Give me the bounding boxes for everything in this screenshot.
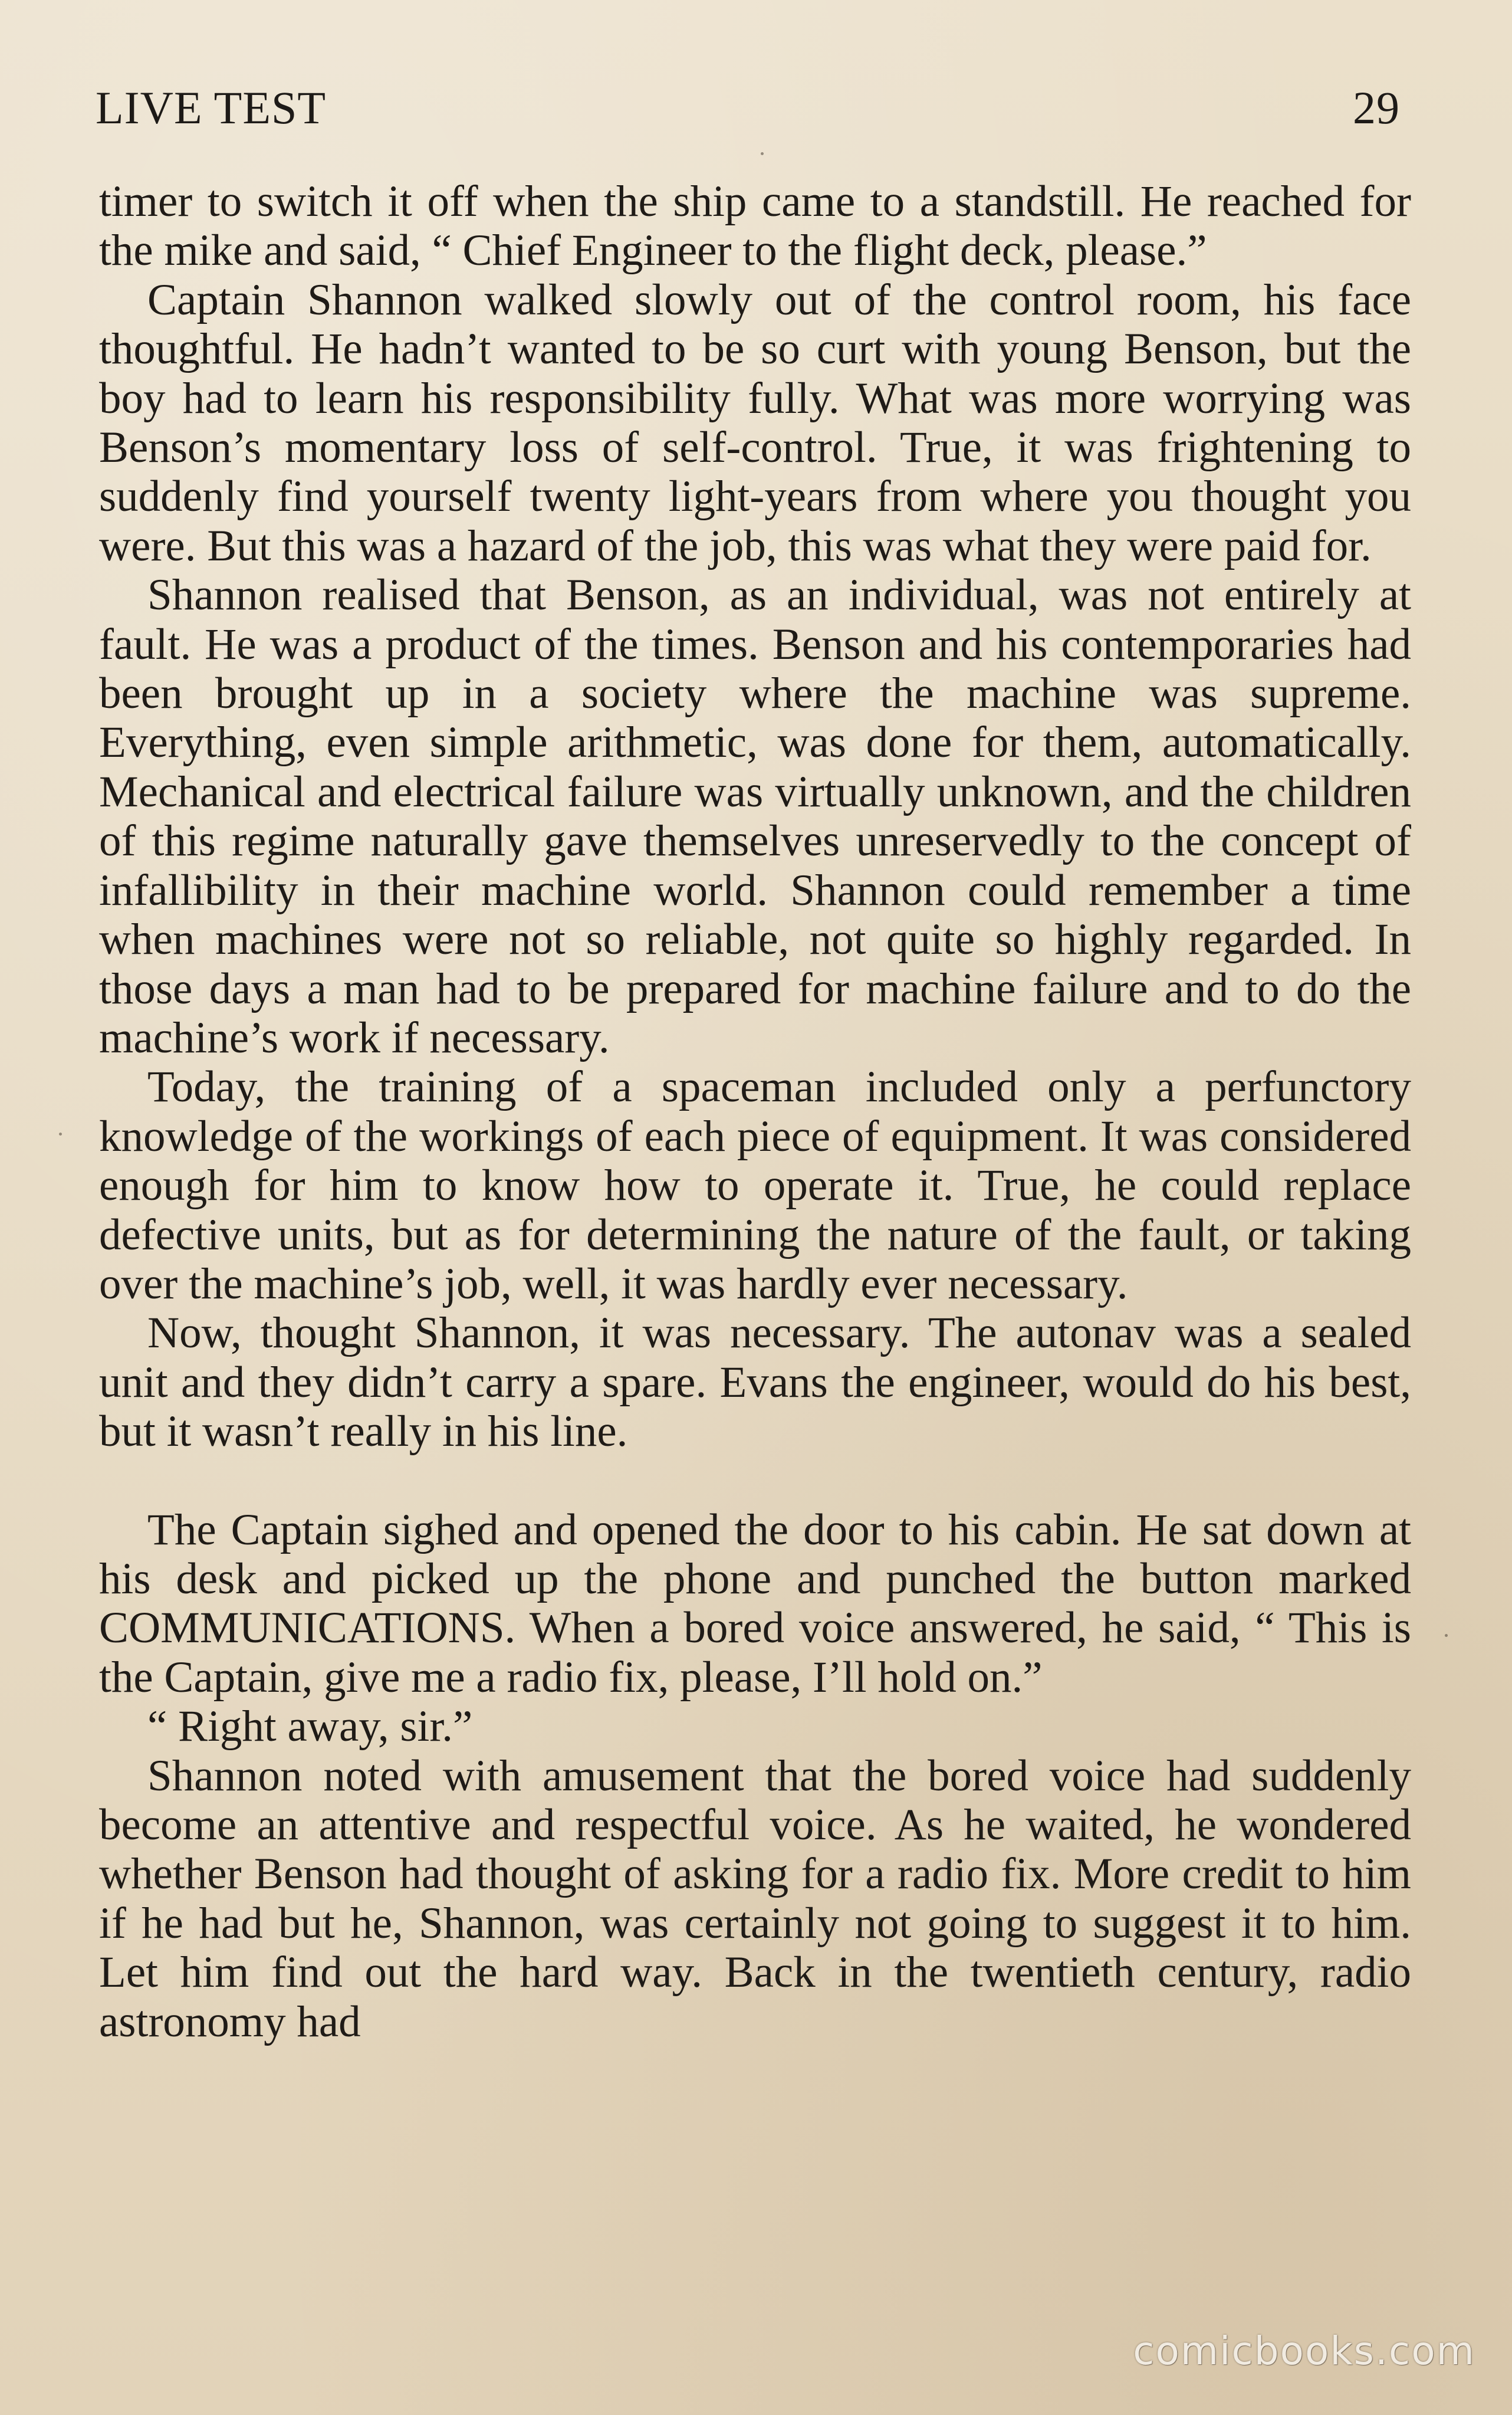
paragraph: Shannon realised that Benson, as an individual, was not entirely at fault. He was a product of the times. Benson and his contemporaries had been brought up in a society where the machine was supreme. Everything, even simple arithmetic, was done for them, automatically. Mechanical and electrical failure was virtually unknown, and the children of this regime naturally gave themselves unreservedly to the concept of infallibility in their machine world. Shannon could remember a time when machines were not so reliable, not quite so highly regarded. In those days a man had to be prepared for machine failure and to do the machine’s work if necessary. xyxy=(99,570,1411,1062)
paragraph: Now, thought Shannon, it was necessary. The autonav was a sealed unit and they didn’t carry a spare. Evans the engineer, would do his best, but it wasn’t really in his line. xyxy=(99,1308,1411,1456)
paragraph: The Captain sighed and opened the door to his cabin. He sat down at his desk and picked up the phone and punched the button marked COMMUNICATIONS. When a bored voice answered, he said, “ This is the Captain, give me a radio fix, please, I’ll hold on.” xyxy=(99,1505,1411,1702)
watermark: comicbooks.com xyxy=(1133,2328,1475,2374)
chapter-title: LIVE TEST xyxy=(96,82,327,133)
page-number: 29 xyxy=(1353,82,1400,133)
paragraph: Captain Shannon walked slowly out of the control room, his face thoughtful. He hadn’t wanted to be so curt with young Benson, but the boy had to learn his responsibility fully. What was more worrying was Benson’s momentary loss of self-control. True, it was frightening to suddenly find yourself twenty light-years from where you thought you were. But this was a hazard of the job, this was what they were paid for. xyxy=(99,275,1411,570)
paragraph: timer to switch it off when the ship came to a standstill. He reached for the mike and said, “ Chief Engineer to the flight deck, please.” xyxy=(99,177,1411,275)
running-head xyxy=(96,81,1400,146)
paper-speck xyxy=(59,1133,62,1136)
paragraph: Shannon noted with amusement that the bored voice had suddenly become an attentive and respectful voice. As he waited, he wondered whether Benson had thought of asking for a radio fix. More credit to him if he had but he, Shannon, was certainly not going to suggest it to him. Let him find out the hard way. Back in the twentieth century, radio astronomy had xyxy=(99,1751,1411,2046)
paragraph: Today, the training of a spaceman included only a perfunctory knowledge of the workings of each piece of equipment. It was considered enough for him to know how to operate it. True, he could replace defective units, but as for determining the nature of the fault, or taking over the machine’s job, well, it was hardly ever necessary. xyxy=(99,1062,1411,1308)
paper-speck xyxy=(1445,1634,1448,1637)
paragraph: “ Right away, sir.” xyxy=(147,1702,473,1751)
paper-speck xyxy=(761,152,764,155)
body-text xyxy=(99,177,1411,2046)
